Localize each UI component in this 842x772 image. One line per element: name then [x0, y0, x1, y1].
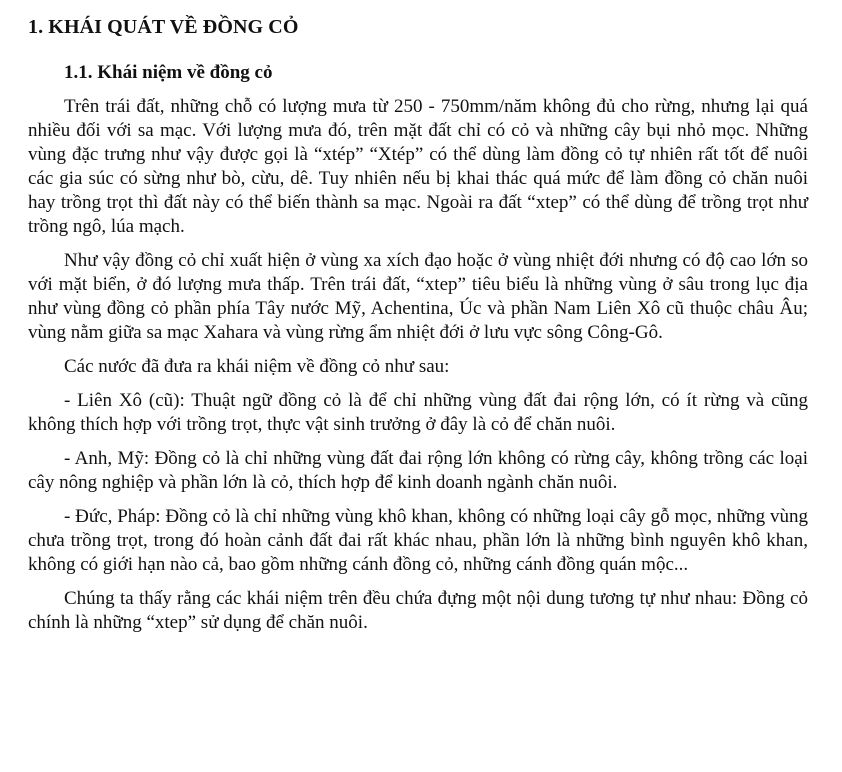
- paragraph-definitions-lead: Các nước đã đưa ra khái niệm về đồng cỏ như sau:: [64, 356, 450, 377]
- subsection-heading: 1.1. Khái niệm về đồng cỏ: [64, 62, 273, 83]
- paragraph-intro: Trên trái đất, những chỗ có lượng mưa từ 250 - 750mm/năm không đủ cho rừng, nhưng lại quá nhiều đối với sa mạc. Với lượng mưa đó, trên mặt đất chỉ có cỏ và những cây bụi nhỏ mọc. Những vùng đặc trưng như vậy được gọi là “xtép” “Xtép” có thể dùng làm đồng cỏ tự nhiên rất tốt để nuôi các gia súc có sừng như bò, cừu, dê. Tuy nhiên nếu bị khai thác quá mức để làm đồng cỏ chăn nuôi hay trồng trọt thì đất này có thể biến thành sa mạc. Ngoài ra đất “xtep” có thể dùng để trồng trọt như trồng ngô, lúa mạch.: [28, 96, 808, 237]
- paragraph-definition-germany-france: - Đức, Pháp: Đồng cỏ là chỉ những vùng khô khan, không có những loại cây gỗ mọc, những vùng chưa trồng trọt, trong đó hoàn cảnh đất đai rất khác nhau, phần lớn là những bình nguyên khô khan, không có giới hạn nào cả, bao gồm những cánh đồng cỏ, những cánh đồng quán mộc...: [28, 506, 808, 575]
- paragraph-conclusion: Chúng ta thấy rằng các khái niệm trên đều chứa đựng một nội dung tương tự như nhau: Đồng cỏ chính là những “xtep” sử dụng để chăn nuôi.: [28, 588, 808, 633]
- paragraph-definition-uk-us: - Anh, Mỹ: Đồng cỏ là chỉ những vùng đất đai rộng lớn không có rừng cây, không trồng các loại cây nông nghiệp và phần lớn là cỏ, thích hợp để kinh doanh ngành chăn nuôi.: [28, 448, 808, 493]
- paragraph-distribution: Như vậy đồng cỏ chỉ xuất hiện ở vùng xa xích đạo hoặc ở vùng nhiệt đới nhưng có độ cao lớn so với mặt biển, ở đó lượng mưa thấp. Trên trái đất, “xtep” tiêu biểu là những vùng ở sâu trong lục địa như vùng đồng cỏ phần phía Tây nước Mỹ, Achentina, Úc và phần Nam Liên Xô cũ thuộc châu Âu; vùng nằm giữa sa mạc Xahara và vùng rừng ẩm nhiệt đới ở lưu vực sông Công-Gô.: [28, 250, 808, 343]
- section-heading: 1. KHÁI QUÁT VỀ ĐỒNG CỎ: [28, 16, 299, 38]
- paragraph-definition-soviet: - Liên Xô (cũ): Thuật ngữ đồng cỏ là để chỉ những vùng đất đai rộng lớn, có ít rừng và cũng không thích hợp với trồng trọt, thực vật sinh trưởng ở đây là cỏ để chăn nuôi.: [28, 390, 808, 435]
